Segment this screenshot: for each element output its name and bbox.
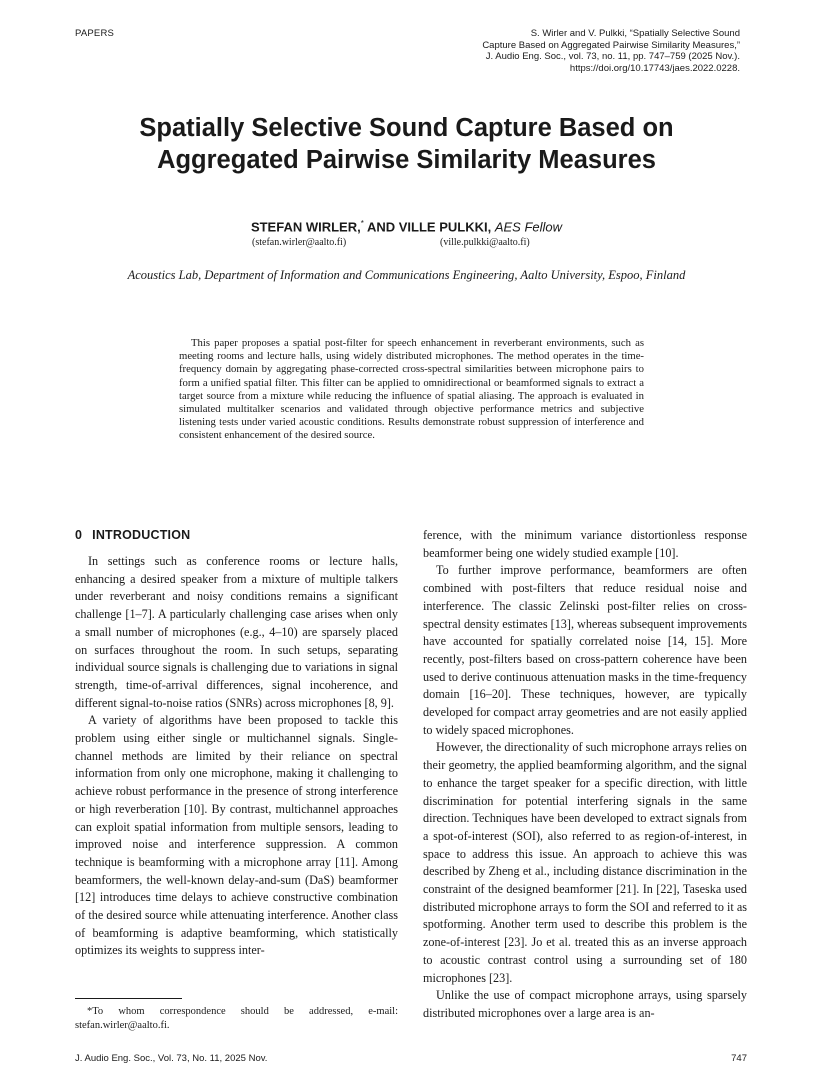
- paper-title: [60, 112, 753, 176]
- body-column-right: [423, 527, 747, 1023]
- author-first: STEFAN WIRLER,: [250, 219, 361, 235]
- running-header-citation: [400, 28, 740, 74]
- correspondence-mark: *: [360, 219, 364, 228]
- author-affiliation: Acoustics Lab, Department of Information and Communications Engineering, Aalto University, Espoo, Finland: [127, 268, 686, 282]
- body-paragraph: In settings such as conference rooms or lecture halls, enhancing a desired speaker from a mixture of multiple talkers under reverberant and noisy conditions remains a significant challenge [1–7]. A particularly challenging case arises when only a small number of microphones (e.g., 4–10) are sparsely placed on surfaces throughout the room. In such setups, separating individual source signals is challenging due to variations in signal strength, time-of-arrival differences, signal incoherence, and different signal-to-noise ratios (SNRs) across microphones [8, 9].: [75, 554, 398, 710]
- body-column-left: [75, 553, 398, 960]
- body-paragraph: Unlike the use of compact microphone arrays, using sparsely distributed microphones over a large area is an-: [423, 988, 747, 1020]
- author-email-second[interactable]: (ville.pulkki@aalto.fi): [440, 237, 530, 248]
- section-title: INTRODUCTION: [92, 528, 191, 542]
- citation-line: S. Wirler and V. Pulkki, “Spatially Selective Sound: [530, 28, 740, 39]
- author-email-first[interactable]: (stefan.wirler@aalto.fi): [252, 237, 347, 248]
- footnote-rule: [75, 998, 182, 999]
- citation-line: Capture Based on Aggregated Pairwise Similarity Measures,”: [482, 39, 740, 51]
- citation-doi[interactable]: https://doi.org/10.17743/jaes.2022.0228.: [569, 62, 740, 74]
- abstract: This paper proposes a spatial post-filter for speech enhancement in reverberant environments, such as meeting rooms and lecture halls, using widely distributed microphones. The method operates in the time-frequency domain by aggregating phase-corrected cross-spectral similarities between microphone pairs to form a unified spatial filter. This filter can be applied to omnidirectional or beamformed signals to extract a target source from a mixture while reducing the influence of spatial aliasing. The approach is evaluated in simulated multitalker scenarios and validated through objective performance metrics and subjective listening tests under varied acoustic conditions. Results demonstrate robust suppression of interference and consistent enhancement of the desired source.: [179, 337, 644, 442]
- title-line: Spatially Selective Sound Capture Based on: [139, 114, 674, 142]
- footnote: *To whom correspondence should be addressed, e-mail: stefan.wirler@aalto.fi.: [75, 1006, 398, 1031]
- running-header-section: PAPERS: [75, 28, 115, 39]
- footer-journal: J. Audio Eng. Soc., Vol. 73, No. 11, 2025 Nov.: [75, 1053, 268, 1064]
- footer-page-number: 747: [731, 1053, 747, 1064]
- body-paragraph: To further improve performance, beamformers are often combined with post-filters that reduce residual noise and interference. The classic Zelinski post-filter relies on cross-spectral density estimates [13], whereas subsequent improvements have accounted for spatially correlated noise [14, 15]. More recently, post-filters based on cross-pattern coherence have been used to derive continuous attenuation masks in the time-frequency domain [16–20]. These techniques, however, are typically developed for compact array geometries and are not easily applied to widely spaced microphones.: [423, 563, 747, 737]
- author-line: [60, 219, 753, 234]
- body-paragraph: ference, with the minimum variance distortionless response beamformer being one widely studied example [10].: [423, 528, 747, 560]
- title-line: Aggregated Pairwise Similarity Measures: [157, 146, 656, 174]
- body-paragraph: A variety of algorithms have been proposed to tackle this problem using either single or multichannel signals. Single-channel methods are limited by their reliance on spectral information from only one microphone, making it challenging to achieve robust performance in the presence of strong interference or high reverberation [10]. By contrast, multichannel approaches can exploit spatial information from multiple sensors, leading to improved noise and interference suppression. A common technique is beamforming with a microphone array [11]. Among beamformers, the well-known delay-and-sum (DaS) beamformer [12] introduces time delays to achieve constructive combination of the desired source while attenuating interference. Another class of beamforming is adaptive beamforming, which statistically optimizes its weights to suppress inter-: [75, 713, 398, 958]
- section-number: 0: [75, 528, 83, 542]
- body-paragraph: However, the directionality of such microphone arrays relies on their geometry, the applied beamforming algorithm, and the signal to enhance the target speaker for a specific direction, with little discrimination for potential interfering signals in the same direction. Techniques have been developed to extract signals from a spot-of-interest (SOI), also referred to as region-of-interest, in space to address this issue. An approach to achieve this was described by Zheng et al., including distance discrimination in the constraint of the designed beamformer [21]. In [22], Taseska used distributed microphone arrays to form the SOI and referred to it as spotforming. Another term used to describe this problem is the zone-of-interest [23]. Jo et al. treated this as an inverse approach to acoustic contrast control using a surrounding set of 180 microphones [23].: [423, 740, 747, 985]
- section-heading: [75, 528, 190, 542]
- author-second-title: AES Fellow: [494, 219, 563, 235]
- author-second: AND VILLE PULKKI,: [366, 219, 492, 235]
- citation-line: J. Audio Eng. Soc., vol. 73, no. 11, pp. 747–759 (2025 Nov.).: [485, 51, 740, 62]
